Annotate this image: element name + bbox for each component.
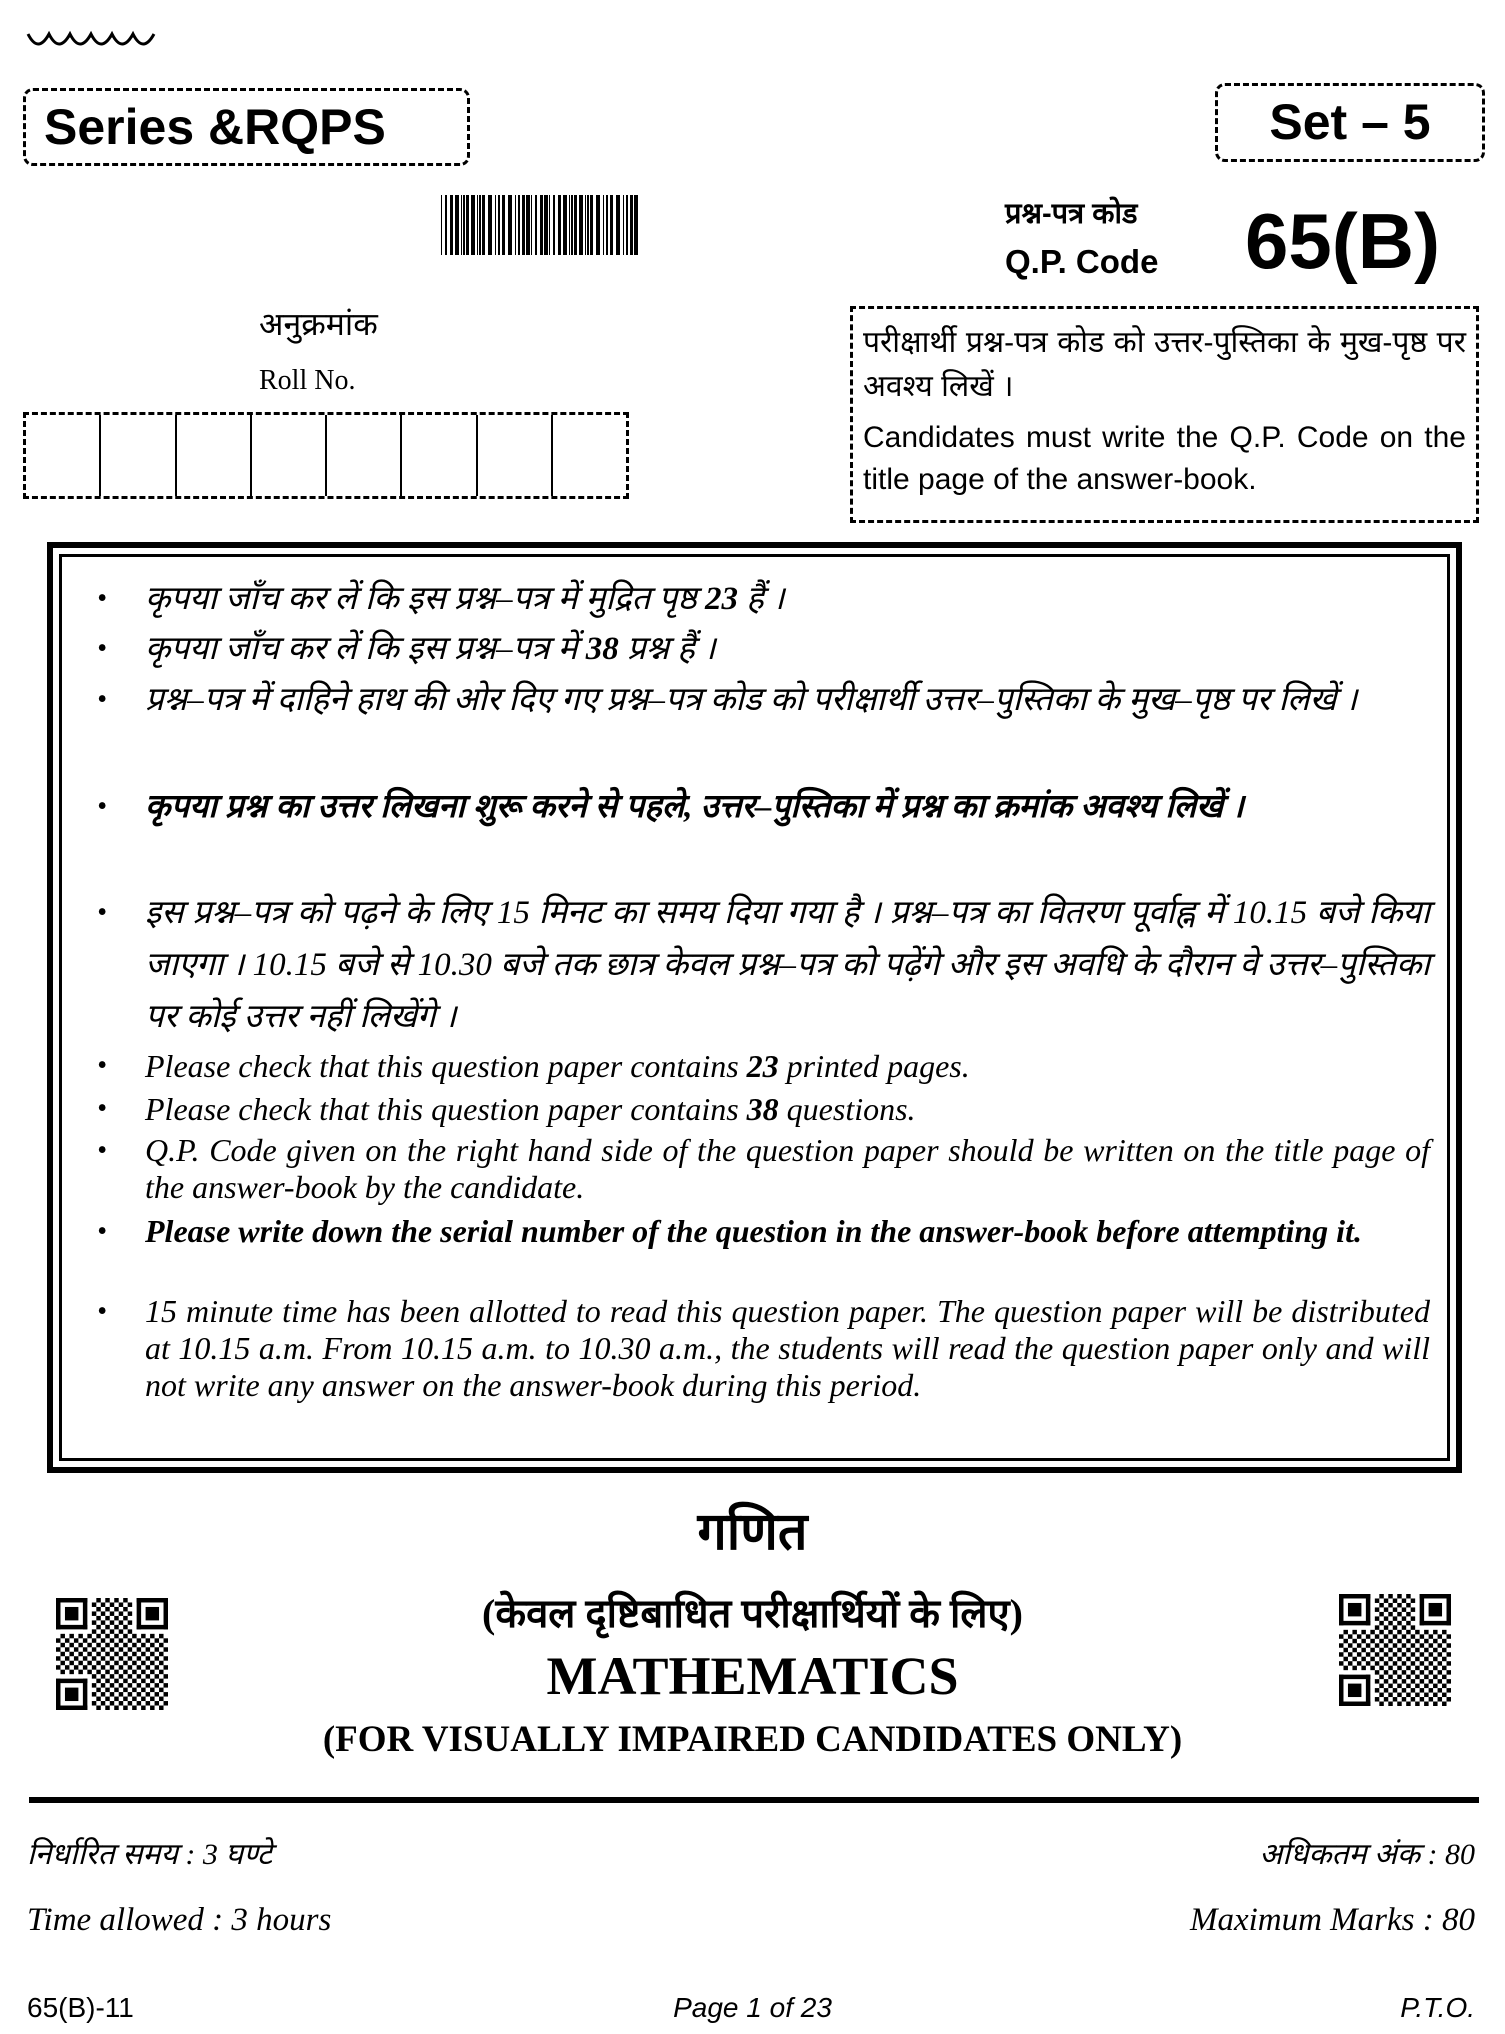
bullet-icon: • — [97, 791, 107, 822]
roll-number-cell[interactable] — [252, 415, 327, 496]
notice-en: Candidates must write the Q.P. Code on the title page of the answer-book. — [863, 421, 1466, 496]
roll-number-cell[interactable] — [553, 415, 626, 496]
set-label: Set – 5 — [1269, 94, 1431, 150]
bullet-icon: • — [97, 1050, 107, 1081]
instruction-text-pre: इस प्रश्न–पत्र को पढ़ने के लिए 15 मिनट का समय दिया गया है । प्रश्न–पत्र का वितरण पूर्वाह्न में 10.15 बजे किया जाएगा । 10.15 बजे से 10.30 बजे तक छात्र केवल प्रश्न–पत्र को पढ़ेंगे और इस अवधि के दौरान वे उत्तर–पुस्तिका पर कोई उत्तर नहीं लिखेंगे । — [145, 895, 1430, 1035]
instruction-item — [97, 674, 1430, 726]
roll-number-cell[interactable] — [101, 415, 176, 496]
instruction-text-bold: 38 — [585, 631, 619, 667]
footer-paper-code: 65(B)-11 — [27, 1992, 134, 2023]
instruction-text-pre: 15 minute time has been allotted to read this question paper. The question paper will be distributed at 10.15 a.m. From 10.15 a.m. to 10.30 a.m., the students will read the question paper only and will not write any answer on the answer-book during this period. — [145, 1293, 1430, 1403]
footer-pto: P.T.O. — [1400, 1992, 1475, 2023]
instruction-text-pre: Q.P. Code given on the right hand side of the question paper should be written on the title page of the answer-book by the candidate. — [145, 1132, 1430, 1205]
bullet-icon: • — [97, 633, 107, 664]
set-box — [1215, 83, 1485, 162]
instruction-text-bold: 38 — [746, 1091, 779, 1127]
instruction-item — [97, 1046, 1430, 1086]
instruction-item — [97, 1089, 1430, 1129]
barcode-icon — [441, 195, 638, 255]
divider-rule — [29, 1797, 1479, 1803]
instruction-item — [97, 623, 1430, 675]
instruction-item — [97, 887, 1430, 1043]
bullet-icon: • — [97, 583, 107, 614]
bullet-icon: • — [97, 1216, 107, 1247]
instruction-text-post: questions. — [778, 1091, 916, 1127]
bullet-icon: • — [97, 684, 107, 715]
squiggle-mark-icon — [26, 28, 156, 52]
qp-code: 65(B) — [1245, 197, 1441, 285]
instruction-text-post: हैं । — [737, 581, 785, 617]
instruction-text-post: printed pages. — [778, 1048, 970, 1084]
roll-number-cell[interactable] — [402, 415, 477, 496]
subject-note-en: (FOR VISUALLY IMPAIRED CANDIDATES ONLY) — [322, 1719, 1183, 1760]
instruction-text-bold: 23 — [704, 581, 738, 617]
qp-code-label-en: Q.P. Code — [1005, 243, 1159, 280]
notice-hi: परीक्षार्थी प्रश्न-पत्र कोड को उत्तर-पुस्तिका के मुख-पृष्ठ पर अवश्य लिखें । — [863, 326, 1466, 403]
instruction-text-bold: 23 — [746, 1048, 779, 1084]
instruction-text-post: प्रश्न हैं । — [618, 631, 716, 667]
qr-code-right-icon — [1339, 1594, 1451, 1706]
series-label: Series &RQPS — [44, 99, 386, 155]
instruction-text-bold: Please write down the serial number of the question in the answer-book before attempting it. — [145, 1213, 1362, 1249]
bullet-icon: • — [97, 1093, 107, 1124]
qr-code-left-icon — [56, 1598, 168, 1710]
qp-code-label-hi: प्रश्न-पत्र कोड — [1005, 198, 1138, 230]
instruction-text-pre: Please check that this question paper contains — [145, 1091, 747, 1127]
roll-number-boxes[interactable] — [23, 412, 629, 499]
instruction-text-pre: कृपया जाँच कर लें कि इस प्रश्न–पत्र में मुद्रित पृष्ठ — [145, 581, 705, 617]
time-allowed-hi: निर्धारित समय : 3 घण्टे — [27, 1838, 273, 1871]
qp-code-notice-box — [850, 306, 1479, 523]
instruction-item — [97, 1212, 1430, 1251]
series-box — [23, 88, 470, 166]
subject-title-hi: गणित — [697, 1504, 808, 1561]
roll-number-cell[interactable] — [478, 415, 553, 496]
bullet-icon: • — [97, 1296, 107, 1327]
instruction-item — [97, 1293, 1430, 1404]
instruction-text-pre: प्रश्न–पत्र में दाहिने हाथ की ओर दिए गए प्रश्न–पत्र कोड को परीक्षार्थी उत्तर–पुस्तिका के मुख–पृष्ठ पर लिखें । — [145, 682, 1358, 718]
subject-note-hi: (केवल दृष्टिबाधित परीक्षार्थियों के लिए) — [482, 1591, 1023, 1636]
instruction-item — [97, 1132, 1430, 1206]
max-marks-en: Maximum Marks : 80 — [1189, 1902, 1475, 1938]
instruction-text-pre: Please check that this question paper contains — [145, 1048, 747, 1084]
bullet-icon: • — [97, 897, 107, 928]
roll-number-cell[interactable] — [177, 415, 252, 496]
roll-label-en: Roll No. — [259, 365, 356, 396]
max-marks-hi: अधिकतम अंक : 80 — [1259, 1838, 1475, 1871]
time-allowed-en: Time allowed : 3 hours — [27, 1902, 332, 1938]
instruction-item — [97, 781, 1430, 833]
roll-label-hi: अनुक्रमांक — [259, 306, 378, 342]
footer-page-number: Page 1 of 23 — [673, 1992, 832, 2023]
bullet-icon: • — [97, 1135, 107, 1166]
roll-number-cell[interactable] — [327, 415, 402, 496]
instruction-text-bold: कृपया प्रश्न का उत्तर लिखना शुरू करने से पहले, उत्तर–पुस्तिका में प्रश्न का क्रमांक अवश्य लिखें । — [145, 789, 1244, 825]
roll-number-cell[interactable] — [26, 415, 101, 496]
instruction-text-pre: कृपया जाँच कर लें कि इस प्रश्न–पत्र में — [145, 631, 586, 667]
instruction-item — [97, 573, 1430, 625]
subject-title-en: MATHEMATICS — [546, 1646, 959, 1706]
